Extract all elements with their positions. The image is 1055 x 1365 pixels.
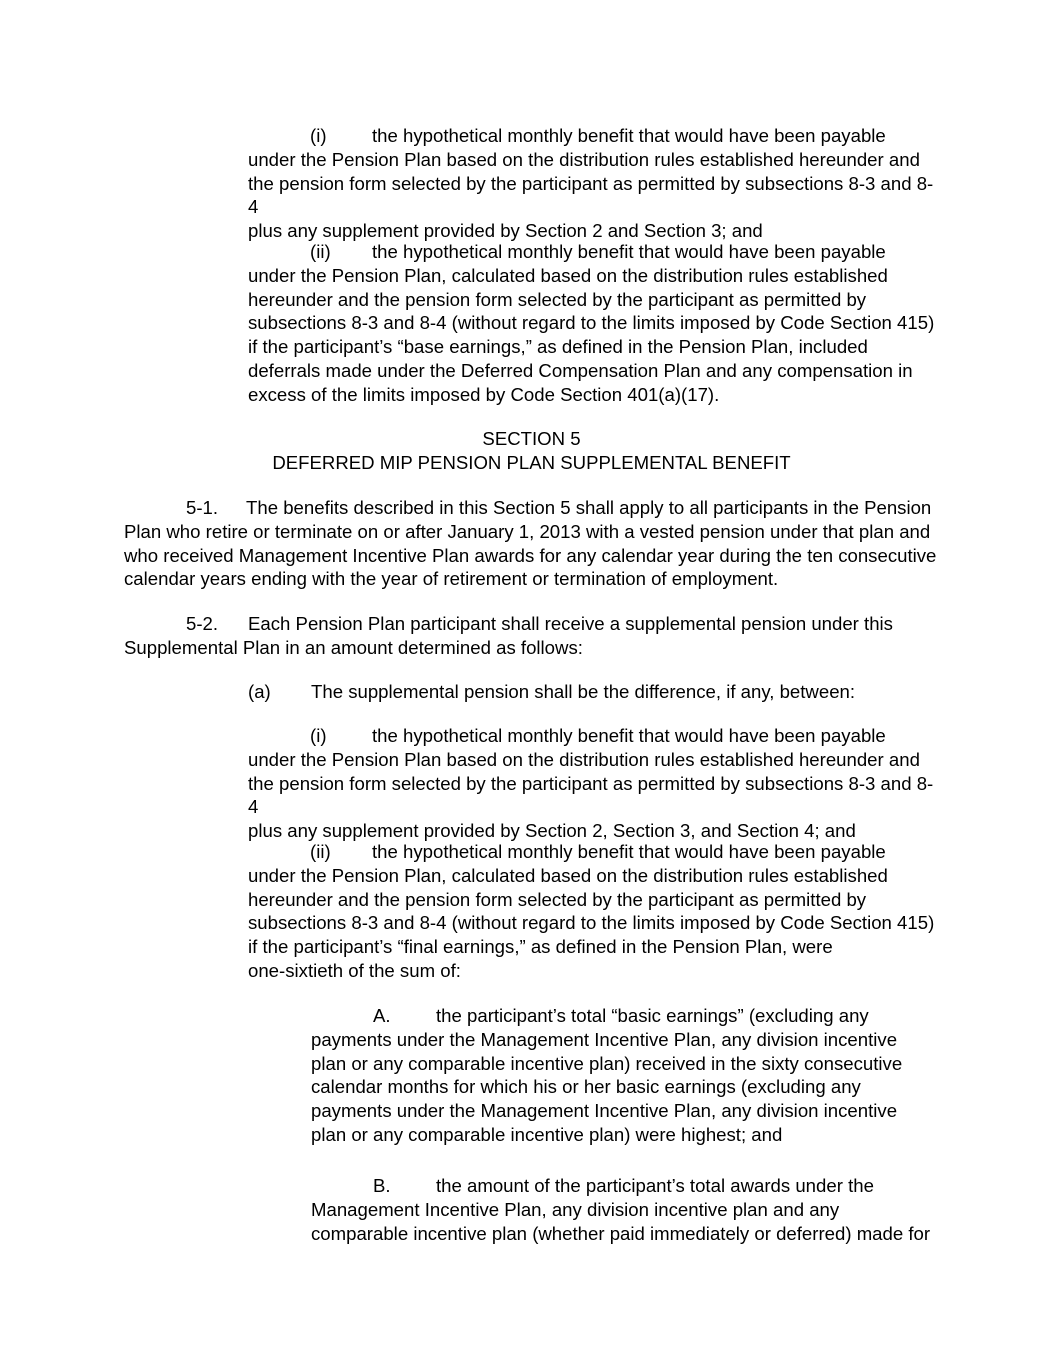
clause-label: (ii) — [310, 241, 331, 262]
clause-text: the hypothetical monthly benefit that would have been payable under the Pension Plan, calculated based on the distribution rules established hereunder and the pension form selected by the participant as permitted by subsections 8-3 and 8-4 (without regard to the limits imposed by Code Section 415) if the participant’s “final earnings,” as defined in the Pension Plan, were one-sixtieth of the sum of: — [248, 841, 935, 981]
clause-label: (i) — [310, 125, 327, 146]
clause-text: The supplemental pension shall be the difference, if any, between: — [311, 681, 856, 702]
subclause-text: the participant’s total “basic earnings” (excluding any payments under the Management Incentive Plan, any division incentive plan or any comparable incentive plan) received in the sixty consecutive calendar months for which his or her basic earnings (excluding any payments under the Management Incentive Plan, any division incentive plan or any comparable incentive plan) were highest; and — [311, 1005, 903, 1145]
subclause-label: A. — [373, 1005, 391, 1026]
paragraph-5-1 — [124, 496, 939, 591]
subclause-label: B. — [373, 1175, 391, 1196]
clause-i-section5 — [248, 724, 938, 843]
section-title: DEFERRED MIP PENSION PLAN SUPPLEMENTAL BENEFIT — [272, 452, 791, 473]
clause-i-section4 — [248, 124, 938, 243]
paragraph-text: The benefits described in this Section 5 shall apply to all participants in the Pension Plan who retire or terminate on or after January 1, 2013 with a vested pension under that plan and who received Management Incentive Plan awards for any calendar year during the ten consecutive calendar years ending with the year of retirement or termination of employment. — [124, 497, 937, 590]
clause-text: the hypothetical monthly benefit that would have been payable under the Pension Plan based on the distribution rules established hereunder and the pension form selected by the participant as permitted by subsections 8-3 and 8-4 plus any supplement provided by Section 2, Section 3, and Section 4; and — [248, 725, 934, 842]
paragraph-5-2 — [124, 612, 939, 660]
clause-ii-section5 — [248, 840, 938, 983]
subclause-A — [311, 1004, 936, 1147]
clause-ii-section4 — [248, 240, 938, 407]
clause-text: the hypothetical monthly benefit that would have been payable under the Pension Plan, calculated based on the distribution rules established hereunder and the pension form selected by the participant as permitted by subsections 8-3 and 8-4 (without regard to the limits imposed by Code Section 415) if the participant’s “base earnings,” as defined in the Pension Plan, included deferrals made under the Deferred Compensation Plan and any compensation in excess of the limits imposed by Code Section 401(a)(17). — [248, 241, 935, 405]
paragraph-label: 5-2. — [186, 613, 219, 634]
paragraph-label: 5-1. — [186, 497, 219, 518]
paragraph-text: Each Pension Plan participant shall receive a supplemental pension under this Supplemental Plan in an amount determined as follows: — [124, 613, 893, 658]
section-number: SECTION 5 — [482, 428, 581, 449]
subclause-text: the amount of the participant’s total awards under the Management Incentive Plan, any division incentive plan and any comparable incentive plan (whether paid immediately or deferred) made for — [311, 1175, 931, 1244]
subclause-B — [311, 1174, 936, 1245]
clause-label: (a) — [248, 681, 271, 702]
clause-a — [248, 680, 938, 704]
clause-label: (ii) — [310, 841, 331, 862]
clause-label: (i) — [310, 725, 327, 746]
clause-text: the hypothetical monthly benefit that would have been payable under the Pension Plan based on the distribution rules established hereunder and the pension form selected by the participant as permitted by subsections 8-3 and 8-4 plus any supplement provided by Section 2 and Section 3; and — [248, 125, 934, 242]
